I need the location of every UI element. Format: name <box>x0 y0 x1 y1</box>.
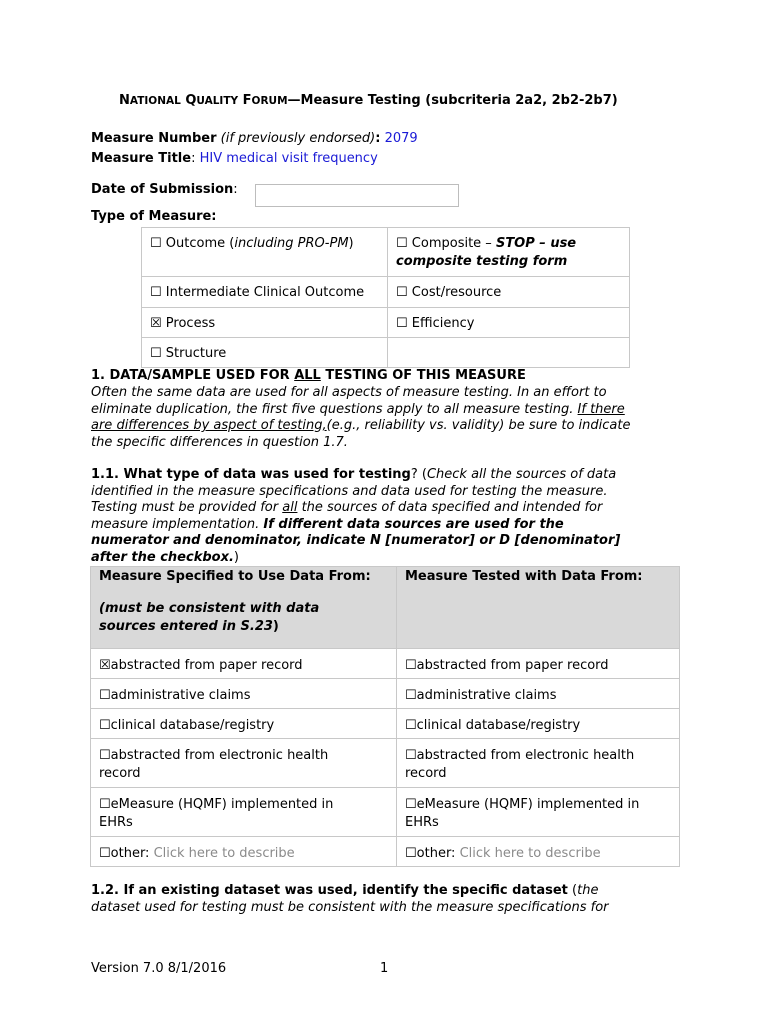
source-paper-record-tested[interactable]: ☐abstracted from paper record <box>397 649 680 679</box>
date-of-submission-field[interactable] <box>255 184 459 207</box>
footer-version: Version 7.0 8/1/2016 <box>91 961 227 976</box>
checkbox-icon[interactable]: ☐ <box>150 285 162 300</box>
question-1-1: 1.1. What type of data was used for testing? (Check all the sources of data identified in the measure specifications and data used for testing the measure. Testing must be provided for all the sources of data specified and intended for measure implementation. If different data sources are used for the numerator and denominator, indicate N [numerator] or D [denominator] after the checkbox.) <box>91 467 621 565</box>
option-structure[interactable]: ☐ Structure <box>142 338 388 368</box>
measure-number-value[interactable]: 2079 <box>384 131 418 146</box>
checkbox-icon[interactable]: ☐ <box>150 346 162 361</box>
source-ehr-tested[interactable]: ☐abstracted from electronic health record <box>397 739 680 788</box>
type-of-measure-label: Type of Measure: <box>91 209 217 224</box>
measure-title-value[interactable]: HIV medical visit frequency <box>199 151 378 166</box>
checkbox-icon[interactable]: ☐ <box>405 658 417 673</box>
section-1-intro: Often the same data are used for all aspects of measure testing. In an effort to eliminate duplication, the first five questions apply to all measure testing. If there are differences by aspect of testing,(e.g., reliability vs. validity) be sure to indicate the specific differences in question 1.7. <box>91 385 631 450</box>
source-emeasure-specified[interactable]: ☐eMeasure (HQMF) implemented in EHRs <box>91 788 397 837</box>
source-admin-claims-tested[interactable]: ☐administrative claims <box>397 679 680 709</box>
question-1-2: 1.2. If an existing dataset was used, identify the specific dataset (the dataset used for testing must be consistent with the measure specifications for <box>91 883 609 915</box>
measure-title-row: Measure Title: HIV medical visit frequency <box>91 151 378 166</box>
source-admin-claims-specified[interactable]: ☐administrative claims <box>91 679 397 709</box>
checkbox-icon[interactable]: ☐ <box>99 797 111 812</box>
checkbox-icon[interactable]: ☐ <box>99 748 111 763</box>
checkbox-icon[interactable]: ☐ <box>99 688 111 703</box>
source-ehr-specified[interactable]: ☐abstracted from electronic health record <box>91 739 397 788</box>
checkbox-icon[interactable]: ☐ <box>405 688 417 703</box>
checkbox-icon[interactable]: ☐ <box>396 236 408 251</box>
option-cost-resource[interactable]: ☐ Cost/resource <box>388 277 630 308</box>
column-header-specified: Measure Specified to Use Data From: (must be consistent with data sources entered in S.23) <box>91 567 397 649</box>
option-intermediate-clinical-outcome[interactable]: ☐ Intermediate Clinical Outcome <box>142 277 388 308</box>
checkbox-icon[interactable]: ☐ <box>405 748 417 763</box>
date-of-submission-label: Date of Submission: <box>91 182 238 197</box>
checkbox-icon[interactable]: ☐ <box>99 718 111 733</box>
checkbox-icon[interactable]: ☐ <box>405 718 417 733</box>
source-other-tested[interactable]: ☐other: Click here to describe <box>397 837 680 867</box>
source-registry-tested[interactable]: ☐clinical database/registry <box>397 709 680 739</box>
section-1-heading: 1. DATA/SAMPLE USED FOR ALL TESTING OF THIS MEASURE <box>91 368 526 383</box>
checkbox-icon[interactable]: ☐ <box>396 316 408 331</box>
checkbox-icon[interactable]: ☐ <box>405 797 417 812</box>
checkbox-icon[interactable]: ☐ <box>99 846 111 861</box>
document-title: NATIONAL QUALITY FORUM—Measure Testing (subcriteria 2a2, 2b2-2b7) <box>119 93 618 108</box>
option-process[interactable]: ☒ Process <box>142 308 388 338</box>
measure-number-row: Measure Number (if previously endorsed): 2079 <box>91 131 418 146</box>
source-other-specified[interactable]: ☐other: Click here to describe <box>91 837 397 867</box>
checked-checkbox-icon[interactable]: ☒ <box>99 658 111 673</box>
footer-page-number: 1 <box>380 961 389 976</box>
checked-checkbox-icon[interactable]: ☒ <box>150 316 162 331</box>
data-sources-table <box>90 566 680 867</box>
source-paper-record-specified[interactable]: ☒abstracted from paper record <box>91 649 397 679</box>
checkbox-icon[interactable]: ☐ <box>405 846 417 861</box>
type-of-measure-table <box>141 227 630 368</box>
checkbox-icon[interactable]: ☐ <box>396 285 408 300</box>
checkbox-icon[interactable]: ☐ <box>150 236 162 251</box>
describe-other-specified[interactable]: Click here to describe <box>153 846 295 861</box>
source-emeasure-tested[interactable]: ☐eMeasure (HQMF) implemented in EHRs <box>397 788 680 837</box>
describe-other-tested[interactable]: Click here to describe <box>459 846 601 861</box>
option-efficiency[interactable]: ☐ Efficiency <box>388 308 630 338</box>
option-composite[interactable]: ☐ Composite – STOP – use composite testing form <box>388 228 630 277</box>
option-outcome[interactable]: ☐ Outcome (including PRO-PM) <box>142 228 388 277</box>
empty-cell <box>388 338 630 368</box>
source-registry-specified[interactable]: ☐clinical database/registry <box>91 709 397 739</box>
column-header-tested: Measure Tested with Data From: <box>397 567 680 649</box>
